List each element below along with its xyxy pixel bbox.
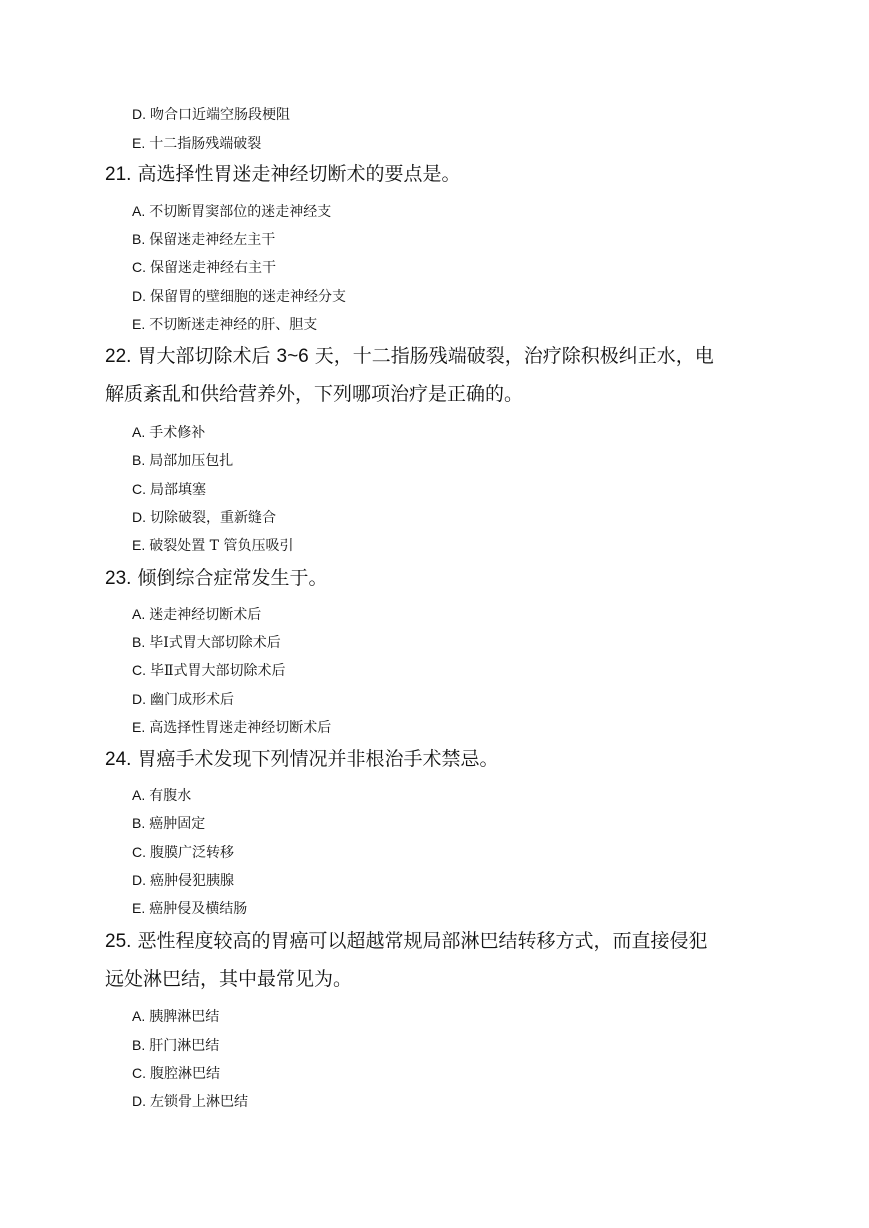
q25-option-b: B. 肝门淋巴结	[132, 1037, 220, 1054]
question-22-line-2: 解质紊乱和供给营养外，下列哪项治疗是正确的。	[105, 383, 524, 405]
q21-option-c: C. 保留迷走神经右主干	[132, 259, 276, 276]
question-25: 25. 恶性程度较高的胃癌可以超越常规局部淋巴结转移方式，而直接侵犯	[105, 930, 708, 952]
q24-option-a: A. 有腹水	[132, 787, 192, 804]
q22-option-a: A. 手术修补	[132, 424, 206, 441]
q23-option-b: B. 毕Ⅰ式胃大部切除术后	[132, 634, 281, 651]
question-23: 23. 倾倒综合症常发生于。	[105, 567, 328, 589]
option-prev-d: D. 吻合口近端空肠段梗阻	[132, 106, 290, 123]
q21-option-e: E. 不切断迷走神经的肝、胆支	[132, 316, 318, 333]
q23-option-c: C. 毕Ⅱ式胃大部切除术后	[132, 662, 286, 679]
q22-option-c: C. 局部填塞	[132, 481, 206, 498]
q24-option-d: D. 癌肿侵犯胰腺	[132, 872, 234, 889]
q23-option-a: A. 迷走神经切断术后	[132, 606, 262, 623]
q23-option-e: E. 高选择性胃迷走神经切断术后	[132, 719, 332, 736]
q25-option-c: C. 腹腔淋巴结	[132, 1065, 220, 1082]
q21-option-d: D. 保留胃的壁细胞的迷走神经分支	[132, 288, 346, 305]
question-21: 21. 高选择性胃迷走神经切断术的要点是。	[105, 163, 461, 185]
q24-option-b: B. 癌肿固定	[132, 815, 206, 832]
q25-option-a: A. 胰脾淋巴结	[132, 1008, 220, 1025]
q21-option-b: B. 保留迷走神经左主干	[132, 231, 276, 248]
q25-option-d: D. 左锁骨上淋巴结	[132, 1093, 248, 1110]
question-24: 24. 胃癌手术发现下列情况并非根治手术禁忌。	[105, 748, 499, 770]
question-22: 22. 胃大部切除术后 3~6 天，十二指肠残端破裂，治疗除积极纠正水，电	[105, 345, 714, 367]
q24-option-c: C. 腹膜广泛转移	[132, 844, 234, 861]
q22-option-e: E. 破裂处置 T 管负压吸引	[132, 537, 294, 554]
question-25-line-2: 远处淋巴结，其中最常见为。	[105, 968, 353, 990]
q23-option-d: D. 幽门成形术后	[132, 691, 234, 708]
option-prev-e: E. 十二指肠残端破裂	[132, 135, 262, 152]
q21-option-a: A. 不切断胃窦部位的迷走神经支	[132, 203, 332, 220]
q22-option-d: D. 切除破裂，重新缝合	[132, 509, 276, 526]
q22-option-b: B. 局部加压包扎	[132, 452, 234, 469]
q24-option-e: E. 癌肿侵及横结肠	[132, 900, 248, 917]
